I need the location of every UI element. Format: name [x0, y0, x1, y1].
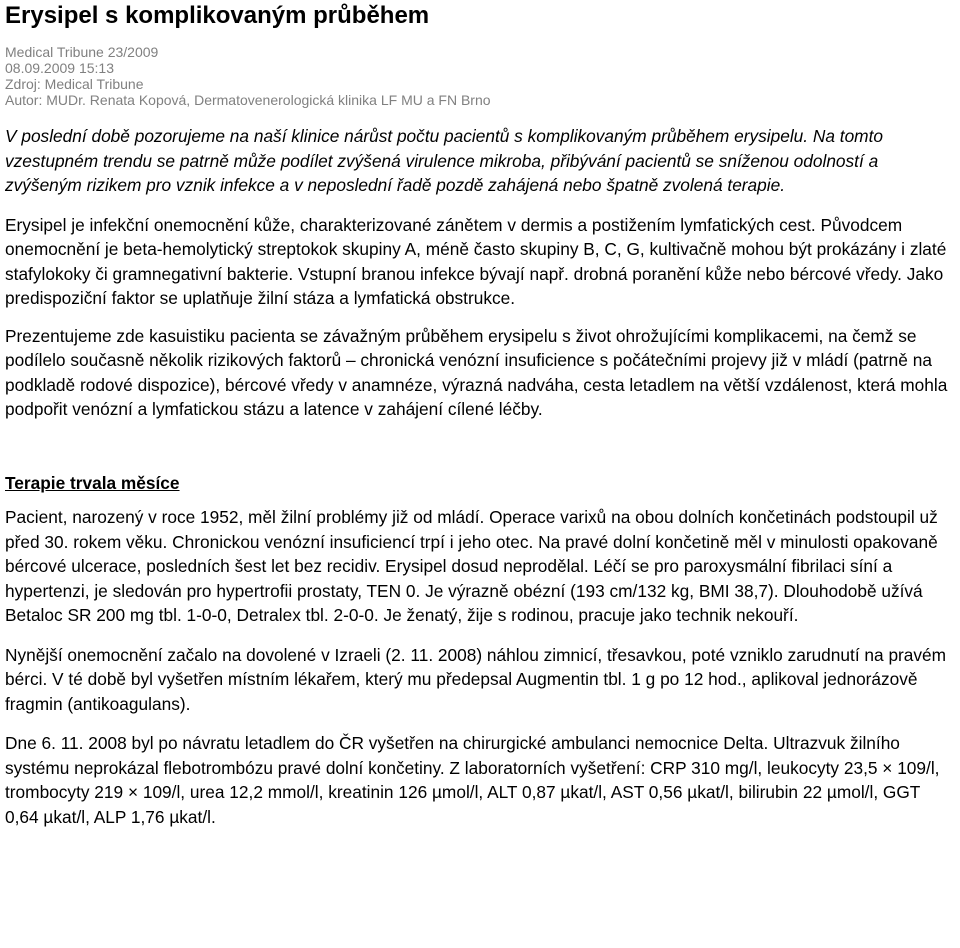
meta-date: 08.09.2009 15:13: [5, 60, 114, 76]
paragraph-exam: Dne 6. 11. 2008 byl po návratu letadlem do ČR vyšetřen na chirurgické ambulanci nemocnice Delta. Ultrazvuk žilního systému neprokázal flebotrombózu pravé dolní končetiny. Z laboratorních vyšetření: CRP 310 mg/l, leukocyty 23,5 × 109/l, trombocyty 219 × 109/l, urea 12,2 mmol/l, kreatinin 126 µmol/l, ALT 0,87 µkat/l, AST 0,56 µkat/l, bilirubin 22 µmol/l, GGT 0,64 µkat/l, ALP 1,76 µkat/l.: [5, 733, 940, 827]
paragraph-onset: Nynější onemocnění začalo na dovolené v Izraeli (2. 11. 2008) náhlou zimnicí, třesavkou, poté vzniklo zarudnutí na pravém bérci. V té době byl vyšetřen místním lékařem, který mu předepsal Augmentin tbl. 1 g po 12 hod., aplikoval jednorázově fragmin (antikoagulans).: [5, 644, 947, 714]
article-meta: [5, 44, 955, 108]
meta-author: Autor: MUDr. Renata Kopová, Dermatovenerologická klinika LF MU a FN Brno: [5, 92, 491, 108]
meta-source: Medical Tribune 23/2009: [5, 44, 159, 60]
article-intro: V poslední době pozorujeme na naší klinice nárůst počtu pacientů s komplikovaným průběhem erysipelu. Na tomto vzestupném trendu se patrně může podílet zvýšená virulence mikroba, přibývání pacientů se sníženou odolností a zvýšeným rizikem pro vznik infekce a v neposlední řadě pozdě zahájená nebo špatně zvolená terapie.: [5, 126, 883, 195]
meta-origin: Zdroj: Medical Tribune: [5, 76, 144, 92]
article-title: Erysipel s komplikovaným průběhem: [5, 2, 430, 29]
paragraph-history: Pacient, narozený v roce 1952, měl žilní problémy již od mládí. Operace varixů na obou dolních končetinách podstoupil už před 30. rokem věku. Chronickou venózní insuficiencí trpí i jeho otec. Na pravé dolní končetině měl v minulosti opakovaně bércové ulcerace, posledních šest let bez recidiv. Erysipel dosud neprodělal. Léčí se pro paroxysmální fibrilaci síní a hypertenzi, je sledován pro hypertrofii prostaty, TEN 0. Je výrazně obézní (193 cm/132 kg, BMI 38,7). Dlouhodobě užívá Betaloc SR 200 mg tbl. 1-0-0, Detralex tbl. 2-0-0. Je ženatý, žije s rodinou, pracuje jako technik nekouří.: [5, 507, 938, 625]
paragraph-case-intro: Prezentujeme zde kasuistiku pacienta se závažným průběhem erysipelu s život ohrožujícími komplikacemi, na čemž se podílelo současně několik rizikových faktorů – chronická venózní insuficience s počátečními projevy již v mládí (patrně na podkladě rodové dispozice), bércové vředy v anamnéze, výrazná nadváha, cesta letadlem na větší vzdálenost, která mohla podpořit venózní a lymfatickou stázu a latence v zahájení cílené léčby.: [5, 325, 948, 419]
paragraph-definition: Erysipel je infekční onemocnění kůže, charakterizované zánětem v dermis a postižením lymfatických cest. Původcem onemocnění je beta-hemolytický streptokok skupiny A, méně často skupiny B, C, G, kultivačně mohou být prokázány i zlaté stafylokoky či gramnegativní bakterie. Vstupní branou infekce bývají např. drobná poranění kůže nebo bércové vředy. Jako predispoziční faktor se uplatňuje žilní stáza a lymfatická obstrukce.: [5, 214, 947, 308]
section-heading: Terapie trvala měsíce: [5, 472, 180, 493]
